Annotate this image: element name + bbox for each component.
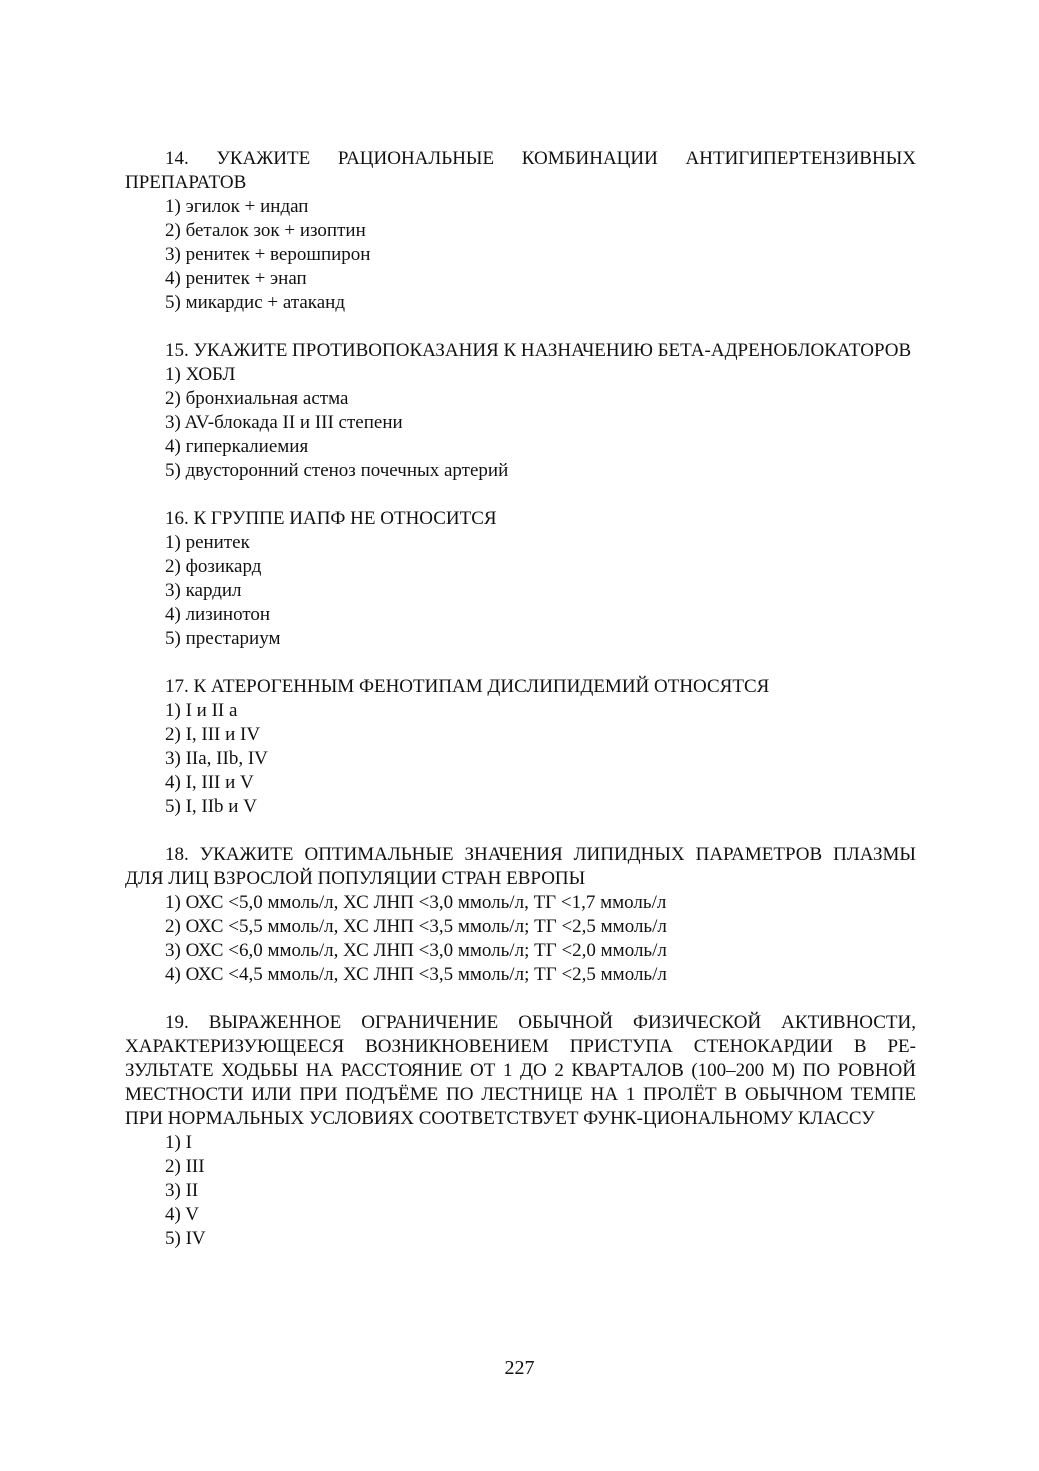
answer-options	[125, 531, 916, 651]
answer-option: 3) II	[165, 1180, 199, 1201]
question-text: 17. К АТЕРОГЕННЫМ ФЕНОТИПАМ ДИСЛИПИДЕМИЙ ОТНОСЯТСЯ	[165, 676, 770, 697]
question-text: 16. К ГРУППЕ ИАПФ НЕ ОТНОСИТСЯ	[165, 508, 497, 529]
answer-option: 5) престариум	[165, 628, 281, 649]
answer-option: 4) I, III и V	[165, 772, 254, 793]
answer-option: 1) ОХС <5,0 ммоль/л, ХС ЛНП <3,0 ммоль/л, ТГ <1,7 ммоль/л	[165, 892, 667, 913]
answer-option: 4) гиперкалиемия	[165, 436, 309, 457]
answer-option: 3) ренитек + верошпирон	[165, 244, 371, 265]
answer-option: 1) эгилок + индап	[165, 196, 309, 217]
answer-options	[125, 195, 916, 315]
answer-option: 3) ОХС <6,0 ммоль/л, ХС ЛНП <3,0 ммоль/л; ТГ <2,0 ммоль/л	[165, 940, 667, 961]
question-15	[125, 339, 916, 483]
answer-options	[125, 891, 916, 987]
answer-option: 5) I, IIb и V	[165, 796, 257, 817]
question-19	[125, 1011, 916, 1251]
questions-container	[125, 147, 916, 1251]
answer-option: 2) фозикард	[165, 556, 262, 577]
question-text: 15. УКАЖИТЕ ПРОТИВОПОКАЗАНИЯ К НАЗНАЧЕНИЮ БЕТА-АДРЕНОБЛОКАТОРОВ	[165, 340, 912, 361]
answer-option: 5) двусторонний стеноз почечных артерий	[165, 460, 509, 481]
page-number: 227	[504, 1357, 535, 1379]
answer-option: 2) бронхиальная астма	[165, 388, 349, 409]
question-text: 14. УКАЖИТЕ РАЦИОНАЛЬНЫЕ КОМБИНАЦИИ АНТИГИПЕРТЕНЗИВНЫХ ПРЕПАРАТОВ	[125, 148, 916, 193]
answer-option: 1) ХОБЛ	[165, 364, 236, 385]
question-text: 19. ВЫРАЖЕННОЕ ОГРАНИЧЕНИЕ ОБЫЧНОЙ ФИЗИЧЕСКОЙ АКТИВНОСТИ, ХАРАКТЕРИЗУЮЩЕЕСЯ ВОЗНИКНОВЕНИЕМ ПРИСТУПА СТЕНОКАРДИИ В РЕ-ЗУЛЬТАТЕ ХОДЬБЫ НА РАССТОЯНИЕ ОТ 1 ДО 2 КВАРТАЛОВ (100–200 М) ПО РОВНОЙ МЕСТНОСТИ ИЛИ ПРИ ПОДЪЁМЕ ПО ЛЕСТНИЦЕ НА 1 ПРОЛЁТ В ОБЫЧНОМ ТЕМПЕ ПРИ НОРМАЛЬНЫХ УСЛОВИЯХ СООТВЕТСТВУЕТ ФУНК-ЦИОНАЛЬНОМУ КЛАССУ	[125, 1012, 916, 1129]
answer-option: 4) V	[165, 1204, 199, 1225]
answer-options	[125, 699, 916, 819]
question-18	[125, 843, 916, 987]
answer-option: 5) IV	[165, 1228, 206, 1249]
answer-option: 2) I, III и IV	[165, 724, 261, 745]
answer-option: 2) III	[165, 1156, 205, 1177]
answer-option: 5) микардис + атаканд	[165, 292, 345, 313]
question-17	[125, 675, 916, 819]
answer-option: 1) I	[165, 1132, 192, 1153]
answer-option: 1) ренитек	[165, 532, 250, 553]
answer-option: 3) кардил	[165, 580, 242, 601]
question-text: 18. УКАЖИТЕ ОПТИМАЛЬНЫЕ ЗНАЧЕНИЯ ЛИПИДНЫХ ПАРАМЕТРОВ ПЛАЗМЫ ДЛЯ ЛИЦ ВЗРОСЛОЙ ПОПУЛЯЦИИ СТРАН ЕВРОПЫ	[125, 844, 916, 889]
answer-option: 2) ОХС <5,5 ммоль/л, ХС ЛНП <3,5 ммоль/л; ТГ <2,5 ммоль/л	[165, 916, 667, 937]
answer-option: 4) ОХС <4,5 ммоль/л, ХС ЛНП <3,5 ммоль/л; ТГ <2,5 ммоль/л	[165, 964, 667, 985]
answer-option: 4) ренитек + энап	[165, 268, 307, 289]
question-16	[125, 507, 916, 651]
question-14	[125, 147, 916, 315]
answer-option: 3) AV-блокада II и III степени	[165, 412, 403, 433]
answer-options	[125, 1131, 916, 1251]
answer-option: 4) лизинотон	[165, 604, 271, 625]
answer-option: 1) I и II а	[165, 700, 238, 721]
answer-option: 3) IIa, IIb, IV	[165, 748, 268, 769]
answer-options	[125, 363, 916, 483]
answer-option: 2) беталок зок + изоптин	[165, 220, 366, 241]
